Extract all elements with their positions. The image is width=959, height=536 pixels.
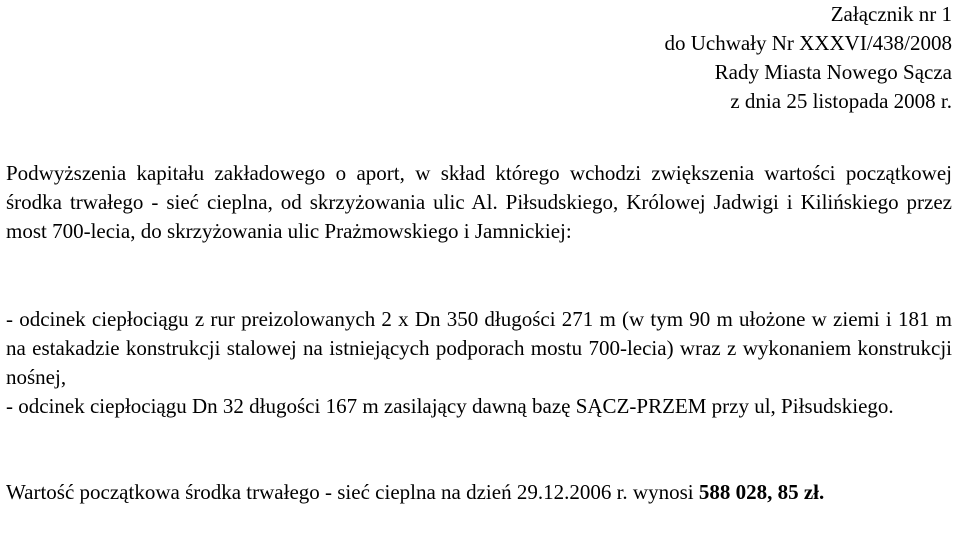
resolution-date: z dnia 25 listopada 2008 r.	[730, 89, 952, 113]
intro-paragraph: Podwyższenia kapitału zakładowego o aport, w skład którego wchodzi zwiększenia wartości początkowej środka trwałego - sieć cieplna, od skrzyżowania ulic Al. Piłsudskiego, Królowej Jadwigi i Kilińskiego przez most 700-lecia, do skrzyżowania ulic Prażmowskiego i Jamnickiej:	[6, 161, 952, 243]
value-summary-paragraph	[6, 478, 952, 507]
list-item-pipeline-2: - odcinek ciepłociągu Dn 32 długości 167 m zasilający dawną bazę SĄCZ-PRZEM przy ul, Piłsudskiego.	[6, 394, 894, 418]
council-name: Rady Miasta Nowego Sącza	[714, 60, 952, 84]
value-summary-text: Wartość początkowa środka trwałego - sieć cieplna na dzień 29.12.2006 r. wynosi	[6, 480, 699, 504]
list-item-pipeline-1: - odcinek ciepłociągu z rur preizolowanych 2 x Dn 350 długości 271 m (w tym 90 m ułożone w ziemi i 181 m na estakadzie konstrukcji stalowej na istniejących podporach mostu 700-lecia) wraz z wykonaniem konstrukcji nośnej,	[6, 307, 952, 389]
resolution-number: do Uchwały Nr XXXVI/438/2008	[664, 31, 952, 55]
document-page	[6, 0, 952, 536]
attachment-header	[664, 0, 952, 116]
attachment-number: Załącznik nr 1	[830, 2, 952, 26]
value-amount: 588 028, 85 zł.	[698, 480, 825, 504]
